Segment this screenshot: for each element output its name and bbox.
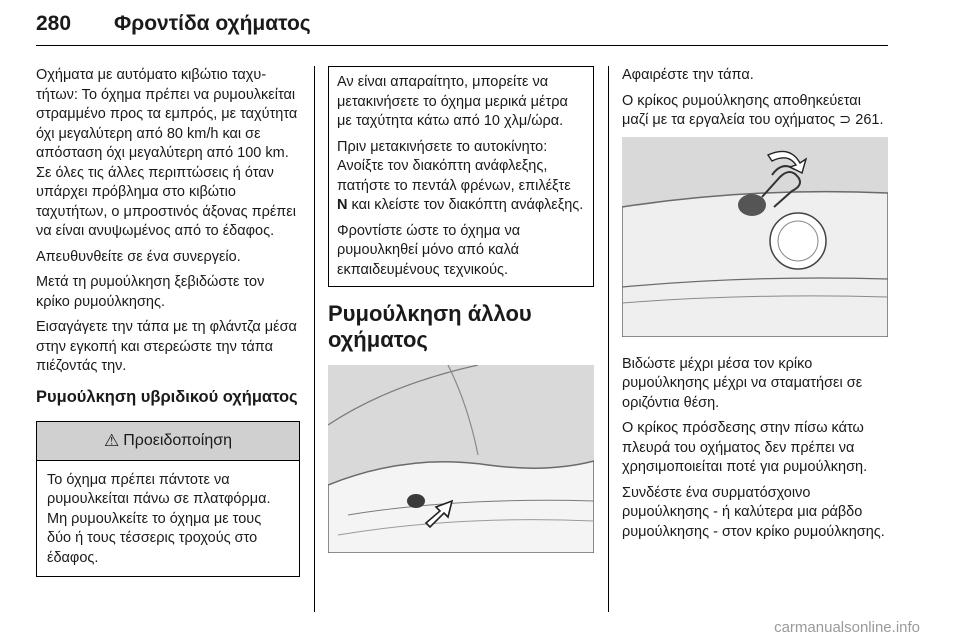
warning-text: Το όχημα πρέπει πάντοτε να ρυμουλκείται πάνω σε πλατφόρμα. Μη ρυμουλκείτε το όχημα με τους δύο ή τους τέσσερις τροχούς στο έδαφος. bbox=[47, 471, 271, 566]
column-1 bbox=[36, 66, 300, 577]
paragraph-workshop: Απευθυνθείτε σε ένα συνεργείο. bbox=[36, 248, 241, 265]
paragraph-insert-cap: Εισαγάγετε την τάπα με τη φλάντζα μέσα στην εγκοπή και στερεώστε την τάπα πιέζοντάς την. bbox=[36, 319, 297, 374]
heading-towing-other-vehicle: Ρυμούλκηση άλλου οχήματος bbox=[328, 301, 532, 352]
paragraph-unscrew-eye: Μετά τη ρυμούλκηση ξεβιδώστε τον κρίκο ρυμούλκησης. bbox=[36, 274, 265, 310]
info-box bbox=[328, 66, 594, 287]
column-divider-2 bbox=[608, 66, 609, 612]
paragraph-eye-storage bbox=[622, 92, 888, 131]
warning-box bbox=[36, 421, 300, 578]
paragraph-automatic-towing: Οχήματα με αυτόματο κιβώτιο ταχυτήτων: Το όχημα πρέπει να ρυμουλκείται στραμμένο προς τα εμπρός, με ταχύτητα όχι μεγαλύτερη από 80 km/h και σε απόσταση όχι μεγαλύτερη από 100 km. Σε όλες τις άλλες περιπτώσεις ή όταν υπάρχει πρόβλημα στο κιβώτιο ταχυτήτων, ο μπροστινός άξονας πρέπει να είναι ανυψωμένος από το έδαφος. bbox=[36, 67, 298, 239]
page-header bbox=[36, 4, 888, 46]
watermark: carmanualsonline.info bbox=[774, 619, 920, 636]
subheading-hybrid-towing: Ρυμούλκηση υβριδικού οχήματος bbox=[36, 387, 298, 406]
column-3 bbox=[622, 66, 888, 548]
page-reference-icon: ⊃ bbox=[839, 112, 856, 128]
before-moving-text-b: και κλείστε τον διακόπτη ανάφλεξης. bbox=[347, 197, 584, 213]
rear-bumper-illustration bbox=[328, 365, 594, 553]
eye-storage-text: Ο κρίκος ρυμούλκησης αποθηκεύεται μαζί με τα εργαλεία του οχήματος bbox=[622, 92, 861, 128]
paragraph-before-moving bbox=[337, 138, 585, 216]
paragraph-tie-down-eye: Ο κρίκος πρόσδεσης στην πίσω κάτω πλευρά του οχήματος δεν πρέπει να χρησιμοποιείται ποτέ για ρυμούλκηση. bbox=[622, 420, 868, 475]
figure-towing-eye bbox=[622, 137, 888, 337]
page-reference: 261. bbox=[855, 112, 884, 128]
warning-title: Προειδοποίηση bbox=[123, 431, 232, 449]
figure-rear-bumper-cap bbox=[328, 365, 594, 553]
paragraph-connect-rope: Συνδέστε ένα συρματόσχοινο ρυμούλκησης - ή καλύτερα μια ράβδο ρυμούλκησης - στον κρίκο ρυμούλκησης. bbox=[622, 484, 885, 540]
header-rule bbox=[36, 45, 888, 46]
paragraph-move-slowly: Αν είναι απαραίτητο, μπορείτε να μετακινήσετε το όχημα μερικά μέτρα με ταχύτητα κάτω από 10 χλμ/ώρα. bbox=[337, 74, 568, 129]
column-divider-1 bbox=[314, 66, 315, 612]
paragraph-trained-technicians: Φροντίστε ώστε το όχημα να ρυμουλκηθεί μόνο από καλά εκπαιδευμένους τεχνικούς. bbox=[337, 222, 521, 278]
paragraph-screw-eye: Βιδώστε μέχρι μέσα τον κρίκο ρυμούλκησης μέχρι να σταματήσει σε οριζόντια θέση. bbox=[622, 355, 863, 411]
gear-n-label: N bbox=[337, 197, 348, 213]
towing-eye-illustration bbox=[622, 137, 888, 337]
page-number: 280 bbox=[36, 12, 72, 35]
paragraph-remove-cap: Αφαιρέστε την τάπα. bbox=[622, 67, 754, 83]
column-2 bbox=[328, 66, 594, 553]
warning-body bbox=[37, 461, 299, 577]
before-moving-text-a: Πριν μετακινήσετε το αυτοκίνητο: Ανοίξτε τον διακόπτη ανάφλεξης, πατήστε το πεντάλ φρένων, επιλέξτε bbox=[337, 138, 571, 194]
warning-header bbox=[37, 422, 299, 461]
warning-triangle-icon: ⚠ bbox=[103, 430, 120, 450]
section-title: Φροντίδα οχήματος bbox=[114, 12, 311, 35]
